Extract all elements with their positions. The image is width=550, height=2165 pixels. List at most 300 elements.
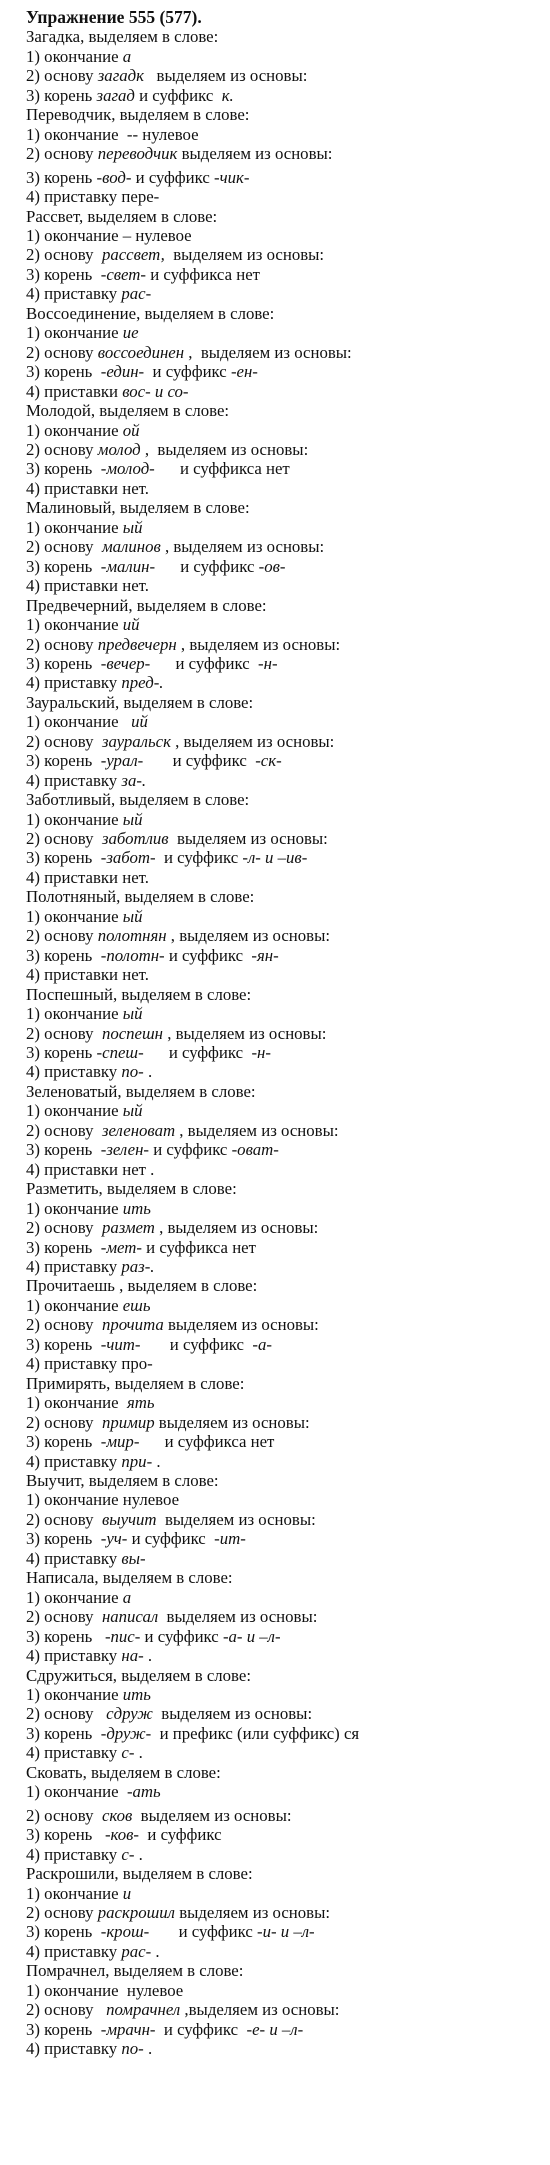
morpheme-part: сков: [101, 1805, 133, 1825]
line-text: 1) окончание: [26, 1883, 123, 1903]
analysis-line: [26, 576, 536, 595]
line-text: 3) корень: [26, 945, 101, 965]
line-text: выделяем из основы:: [164, 245, 325, 265]
line-text: 4) приставки нет.: [26, 576, 149, 596]
analysis-line: [26, 712, 536, 731]
morpheme-part: заботлив: [101, 829, 169, 849]
line-text: и суффикс: [155, 2019, 247, 2039]
line-text: 3) корень: [26, 1334, 101, 1354]
morpheme-part: выучит: [101, 1509, 157, 1529]
analysis-line: [26, 907, 536, 926]
word-entry: [26, 207, 536, 304]
line-text: 3) корень: [26, 556, 101, 576]
morpheme-part: малинов: [101, 537, 161, 557]
entry-heading: Написала, выделяем в слове:: [26, 1568, 233, 1588]
line-text: и суффикс: [134, 85, 222, 105]
word-entry: [26, 1276, 536, 1373]
line-text: 2) основу: [26, 1315, 102, 1335]
analysis-line: [26, 459, 536, 478]
line-text: выделяем из основы:: [152, 1704, 313, 1724]
entry-heading: Воссоединение, выделяем в слове:: [26, 303, 275, 323]
line-text: 2) основу: [26, 1704, 107, 1724]
line-text: 4) приставку: [26, 284, 122, 304]
line-text: 1) окончание: [26, 323, 123, 343]
morpheme-part: переводчик: [97, 144, 178, 164]
analysis-line: [26, 284, 536, 303]
morpheme-part: -ен-: [230, 362, 258, 382]
analysis-line: [26, 751, 536, 770]
morpheme-part: -ит-: [214, 1529, 246, 1549]
entry-heading: Сковать, выделяем в слове:: [26, 1762, 221, 1782]
line-text: 2) основу: [26, 342, 98, 362]
analysis-line: [26, 1922, 536, 1941]
line-text: 3) корень: [26, 264, 101, 284]
line-text: выделяем из основы:: [163, 1315, 319, 1335]
line-text: 3) корень: [26, 1237, 101, 1257]
line-text: 3) корень: [26, 167, 97, 187]
entry-heading: Разметить, выделяем в слове:: [26, 1179, 237, 1199]
entry-heading: Предвечерний, выделяем в слове:: [26, 595, 267, 615]
morpheme-part: ый: [122, 906, 143, 926]
analysis-line: [26, 265, 536, 284]
entry-heading: Заботливый, выделяем в слове:: [26, 790, 250, 810]
analysis-line: [26, 635, 536, 654]
morpheme-part: -полотн-: [100, 945, 165, 965]
line-text: 1) окончание: [26, 712, 132, 732]
morpheme-part: воссоединен: [97, 342, 185, 362]
analysis-line: [26, 732, 536, 751]
morpheme-part: вы-: [121, 1548, 146, 1568]
line-text: 1) окончание: [26, 1587, 123, 1607]
morpheme-part: пред-.: [121, 673, 164, 693]
morpheme-part: -уч-: [100, 1529, 128, 1549]
morpheme-part: -чит-: [100, 1334, 141, 1354]
line-text: 3) корень: [26, 653, 101, 673]
morpheme-part: -н-: [251, 1043, 271, 1063]
morpheme-part: написал: [101, 1607, 159, 1627]
word-entry: [26, 985, 536, 1082]
line-text: 1) окончание: [26, 1295, 123, 1315]
line-text: выделяем из основы:: [143, 66, 308, 86]
line-text: 3) корень: [26, 1922, 101, 1942]
morpheme-part: -урал-: [100, 751, 144, 771]
morpheme-part: размет: [101, 1218, 155, 1238]
line-text: 1) окончание: [26, 1004, 123, 1024]
analysis-line: [26, 926, 536, 945]
entry-heading: Малиновый, выделяем в слове:: [26, 498, 250, 518]
morpheme-part: -мрачн-: [100, 2019, 156, 2039]
line-text: .: [151, 1941, 160, 1961]
line-text: и суффикса нет: [154, 459, 290, 479]
line-text: выделяем из основы:: [132, 1805, 292, 1825]
morpheme-part: ие: [122, 323, 139, 343]
analysis-line: [26, 1646, 536, 1665]
morpheme-part: -молод-: [100, 459, 155, 479]
morpheme-part: сдруж: [106, 1704, 153, 1724]
word-entry: [26, 105, 536, 206]
morpheme-part: ий: [131, 712, 148, 732]
morpheme-part: и: [122, 1883, 132, 1903]
line-text: 1) окончание: [26, 1684, 123, 1704]
line-text: 3) корень: [26, 1140, 101, 1160]
analysis-line: [26, 1004, 536, 1023]
line-text: 3) корень: [26, 1626, 105, 1646]
morpheme-part: ый: [122, 517, 143, 537]
line-text: 2) основу: [26, 1607, 102, 1627]
analysis-line: [26, 654, 536, 673]
analysis-line: [26, 1160, 536, 1179]
line-text: , выделяем из основы:: [175, 1120, 339, 1140]
morpheme-part: на-: [121, 1646, 144, 1666]
analysis-line: [26, 1607, 536, 1626]
analysis-line: [26, 1101, 536, 1120]
line-text: 4) приставку: [26, 1451, 122, 1471]
line-text: выделяем из основы:: [154, 1412, 310, 1432]
word-entry: [26, 1864, 536, 1961]
line-text: и суффикс: [139, 1825, 222, 1845]
line-text: 4) приставку: [26, 1257, 122, 1276]
line-text: ,выделяем из основы:: [180, 2000, 340, 2020]
morpheme-part: -ян-: [251, 945, 279, 965]
line-text: выделяем из основы:: [168, 829, 328, 849]
analysis-line: [26, 537, 536, 556]
analysis-line: [26, 2000, 536, 2019]
word-entry: [26, 27, 536, 105]
line-text: 4) приставку: [26, 2039, 122, 2059]
analysis-line: [26, 1903, 536, 1922]
line-text: 3) корень: [26, 751, 101, 771]
analysis-line: [26, 1140, 536, 1159]
morpheme-part: ешь: [122, 1295, 151, 1315]
morpheme-part: прочита: [101, 1315, 164, 1335]
analysis-line: [26, 1257, 536, 1276]
analysis-line: [26, 771, 536, 790]
morpheme-part: примир: [101, 1412, 155, 1432]
line-text: 4) приставку пере-: [26, 187, 160, 207]
analysis-line: [26, 440, 536, 459]
analysis-line: [26, 1315, 536, 1334]
entry-heading: Сдружиться, выделяем в слове:: [26, 1665, 251, 1685]
analysis-line: [26, 557, 536, 576]
line-text: .: [134, 1844, 143, 1864]
morpheme-part: -вод-: [96, 167, 132, 187]
analysis-line: [26, 1452, 536, 1471]
line-text: 2) основу: [26, 1509, 102, 1529]
line-text: 3) корень: [26, 459, 101, 479]
line-text: 1) окончание: [26, 1393, 127, 1413]
analysis-line: [26, 1529, 536, 1548]
line-text: 2) основу: [26, 537, 102, 557]
line-text: , выделяем из основы:: [140, 439, 309, 459]
morpheme-part: -свет-: [100, 264, 146, 284]
analysis-line: [26, 946, 536, 965]
word-entry: [26, 1082, 536, 1179]
line-text: 4) приставку: [26, 1743, 122, 1763]
line-text: и суффикс: [140, 1334, 253, 1354]
analysis-line: [26, 245, 536, 264]
line-text: 2) основу: [26, 144, 98, 164]
morpheme-part: зеленоват: [101, 1120, 176, 1140]
morpheme-part: -един-: [100, 362, 145, 382]
analysis-line: [26, 2039, 536, 2058]
line-text: , выделяем из основы:: [154, 1218, 319, 1238]
morpheme-part: -друж-: [100, 1723, 152, 1743]
line-text: и суффикс: [140, 1626, 223, 1646]
line-text: 1) окончание: [26, 420, 123, 440]
line-text: 2) основу: [26, 1120, 102, 1140]
analysis-line: [26, 1024, 536, 1043]
line-text: 2) основу: [26, 1805, 102, 1825]
analysis-line: [26, 965, 536, 984]
analysis-line: [26, 615, 536, 634]
morpheme-part: ой: [122, 420, 140, 440]
analysis-line: [26, 1549, 536, 1568]
analysis-line: [26, 479, 536, 498]
line-text: и суффикса нет: [141, 1237, 256, 1257]
word-entry: [26, 1763, 536, 1864]
analysis-line: [26, 1942, 536, 1961]
morpheme-part: -л- и –ив-: [242, 848, 308, 868]
morpheme-part: загадк: [97, 66, 144, 86]
line-text: 4) приставки нет .: [26, 1159, 155, 1179]
morpheme-part: -н-: [258, 653, 278, 673]
morpheme-part: ий: [122, 615, 140, 635]
word-entry: [26, 1179, 536, 1276]
exercise-title: Упражнение 555 (577).: [26, 7, 202, 27]
analysis-line: [26, 1354, 536, 1373]
analysis-line: [26, 1238, 536, 1257]
analysis-line: [26, 125, 536, 144]
analysis-line: [26, 421, 536, 440]
analysis-line: [26, 1296, 536, 1315]
word-entry: [26, 790, 536, 887]
analysis-line: [26, 1413, 536, 1432]
morpheme-part: -крош-: [100, 1922, 150, 1942]
line-text: 2) основу: [26, 439, 98, 459]
line-text: 2) основу: [26, 2000, 107, 2020]
analysis-line: [26, 848, 536, 867]
morpheme-part: а: [122, 46, 132, 66]
line-text: и суффикс: [149, 1922, 257, 1942]
analysis-line: [26, 868, 536, 887]
morpheme-part: ить: [122, 1198, 151, 1218]
analysis-line: [26, 1782, 536, 1801]
analysis-line: [26, 323, 536, 342]
morpheme-part: с-: [121, 1844, 135, 1864]
line-text: и суффикс: [127, 1529, 215, 1549]
line-text: 3) корень: [26, 362, 101, 382]
entry-heading: Переводчик, выделяем в слове:: [26, 105, 250, 125]
entry-heading: Прочитаешь , выделяем в слове:: [26, 1276, 258, 1296]
morpheme-part: -мир-: [100, 1432, 140, 1452]
analysis-line: [26, 66, 536, 85]
morpheme-part: -вечер-: [100, 653, 151, 673]
morpheme-part: -спеш-: [96, 1043, 144, 1063]
entry-heading: Помрачнел, выделяем в слове:: [26, 1961, 244, 1981]
word-entry: [26, 887, 536, 984]
morpheme-part: -оват-: [231, 1140, 279, 1160]
entry-heading: Загадка, выделяем в слове:: [26, 27, 219, 47]
morpheme-part: а: [122, 1587, 132, 1607]
entry-heading: Выучит, выделяем в слове:: [26, 1470, 219, 1490]
line-text: 4) приставки нет.: [26, 478, 149, 498]
morpheme-part: молод: [97, 439, 141, 459]
exercise-document: [26, 8, 536, 2059]
line-text: 4) приставку: [26, 673, 122, 693]
line-text: , выделяем из основы:: [170, 731, 335, 751]
line-text: 4) приставку про-: [26, 1354, 153, 1374]
entry-heading: Молодой, выделяем в слове:: [26, 401, 230, 421]
morpheme-part: полотнян: [97, 926, 167, 946]
word-entry: [26, 1961, 536, 2058]
analysis-line: [26, 362, 536, 381]
morpheme-part: раз-.: [121, 1257, 155, 1276]
morpheme-part: загад: [96, 85, 135, 105]
analysis-line: [26, 1627, 536, 1646]
line-text: 2) основу: [26, 1023, 102, 1043]
word-entry: [26, 304, 536, 401]
line-text: 2) основу: [26, 245, 102, 265]
line-text: 2) основу: [26, 829, 102, 849]
analysis-line: [26, 1806, 536, 1825]
analysis-line: [26, 1510, 536, 1529]
analysis-line: [26, 2020, 536, 2039]
morpheme-part: -е- и –л-: [246, 2019, 304, 2039]
line-text: .: [143, 1646, 153, 1666]
line-text: и суффикс: [155, 556, 259, 576]
line-text: 1) окончание: [26, 1101, 123, 1121]
morpheme-part: ый: [122, 1004, 143, 1024]
line-text: и суффикса нет: [146, 264, 260, 284]
line-text: 2) основу: [26, 1902, 98, 1922]
morpheme-part: ить: [122, 1684, 151, 1704]
entry-heading: Поспешный, выделяем в слове:: [26, 984, 252, 1004]
line-text: и суффикс: [155, 848, 243, 868]
line-text: 4) приставку: [26, 1548, 122, 1568]
line-text: .: [143, 1062, 153, 1082]
line-text: , выделяем из основы:: [184, 342, 352, 362]
word-entry: [26, 401, 536, 498]
analysis-line: [26, 1335, 536, 1354]
line-text: , выделяем из основы:: [163, 1023, 327, 1043]
line-text: и суффикс: [143, 751, 256, 771]
line-text: выделяем из основы:: [175, 1902, 331, 1922]
line-text: 3) корень: [26, 1825, 105, 1845]
morpheme-part: -ов-: [258, 556, 286, 576]
line-text: и суффикс: [149, 1140, 232, 1160]
line-text: 4) приставку: [26, 1941, 122, 1961]
line-text: .: [152, 1451, 161, 1471]
analysis-line: [26, 343, 536, 362]
entry-heading: Примирять, выделяем в слове:: [26, 1373, 245, 1393]
word-entry: [26, 1666, 536, 1763]
analysis-line: [26, 1199, 536, 1218]
analysis-line: [26, 1743, 536, 1762]
line-text: 4) приставки нет.: [26, 867, 149, 887]
line-text: выделяем из основы:: [156, 1509, 316, 1529]
morpheme-part: -и- и –л-: [256, 1922, 315, 1942]
line-text: 3) корень: [26, 1723, 101, 1743]
morpheme-part: -ков-: [104, 1825, 139, 1845]
analysis-line: [26, 144, 536, 163]
morpheme-part: рас-: [121, 1941, 152, 1961]
entries-list: [26, 27, 536, 2058]
morpheme-part: с-: [121, 1743, 135, 1763]
morpheme-part: -а- и –л-: [222, 1626, 281, 1646]
entry-heading: Зеленоватый, выделяем в слове:: [26, 1081, 256, 1101]
line-text: 1) окончание: [26, 1782, 127, 1802]
entry-heading: Рассвет, выделяем в слове:: [26, 206, 218, 226]
morpheme-part: ять: [126, 1393, 155, 1413]
morpheme-part: ый: [122, 1101, 143, 1121]
line-text: выделяем из основы:: [177, 144, 333, 164]
analysis-line: [26, 382, 536, 401]
morpheme-part: за-.: [121, 770, 147, 790]
morpheme-part: рас-: [121, 284, 152, 304]
morpheme-part: предвечерн: [97, 634, 177, 654]
line-text: 4) приставку: [26, 770, 122, 790]
line-text: 2) основу: [26, 1412, 102, 1432]
line-text: 1) окончание – нулевое: [26, 225, 192, 245]
analysis-line: [26, 673, 536, 692]
analysis-line: [26, 1432, 536, 1451]
entry-heading: Раскрошили, выделяем в слове:: [26, 1864, 253, 1884]
line-text: 2) основу: [26, 1218, 102, 1238]
morpheme-part: -забот-: [100, 848, 156, 868]
line-text: и суффикса нет: [139, 1432, 275, 1452]
analysis-line: [26, 1981, 536, 2000]
analysis-line: [26, 86, 536, 105]
morpheme-part: -мет-: [100, 1237, 142, 1257]
line-text: и суффикс: [164, 945, 252, 965]
analysis-line: [26, 1393, 536, 1412]
analysis-line: [26, 1062, 536, 1081]
line-text: и префикс (или суффикс) ся: [151, 1723, 360, 1743]
analysis-line: [26, 1685, 536, 1704]
morpheme-part: раскрошил: [97, 1902, 175, 1922]
word-entry: [26, 498, 536, 595]
entry-heading: Полотняный, выделяем в слове:: [26, 887, 255, 907]
analysis-line: [26, 1043, 536, 1062]
line-text: 2) основу: [26, 926, 98, 946]
line-text: 1) окончание нулевое: [26, 1980, 184, 2000]
analysis-line: [26, 226, 536, 245]
morpheme-part: -пис-: [104, 1626, 141, 1646]
morpheme-part: вос- и со-: [122, 381, 189, 401]
line-text: 2) основу: [26, 66, 98, 86]
word-entry: [26, 1471, 536, 1568]
line-text: .: [143, 2039, 153, 2059]
analysis-line: [26, 1490, 536, 1509]
line-text: 3) корень: [26, 1043, 97, 1063]
analysis-line: [26, 1724, 536, 1743]
analysis-line: [26, 1825, 536, 1844]
line-text: 4) приставку: [26, 1062, 122, 1082]
morpheme-part: -а-: [252, 1334, 272, 1354]
line-text: 4) приставку: [26, 1646, 122, 1666]
line-text: 3) корень: [26, 85, 97, 105]
line-text: и суффикс: [143, 1043, 252, 1063]
entry-heading: Зауральский, выделяем в слове:: [26, 692, 254, 712]
line-text: и суффикс: [150, 653, 259, 673]
analysis-line: [26, 1121, 536, 1140]
line-text: 1) окончание: [26, 46, 123, 66]
line-text: 4) приставку: [26, 1844, 122, 1864]
line-text: 1) окончание нулевое: [26, 1490, 180, 1510]
morpheme-part: по-: [121, 2039, 144, 2059]
analysis-line: [26, 1588, 536, 1607]
line-text: 3) корень: [26, 1432, 101, 1452]
